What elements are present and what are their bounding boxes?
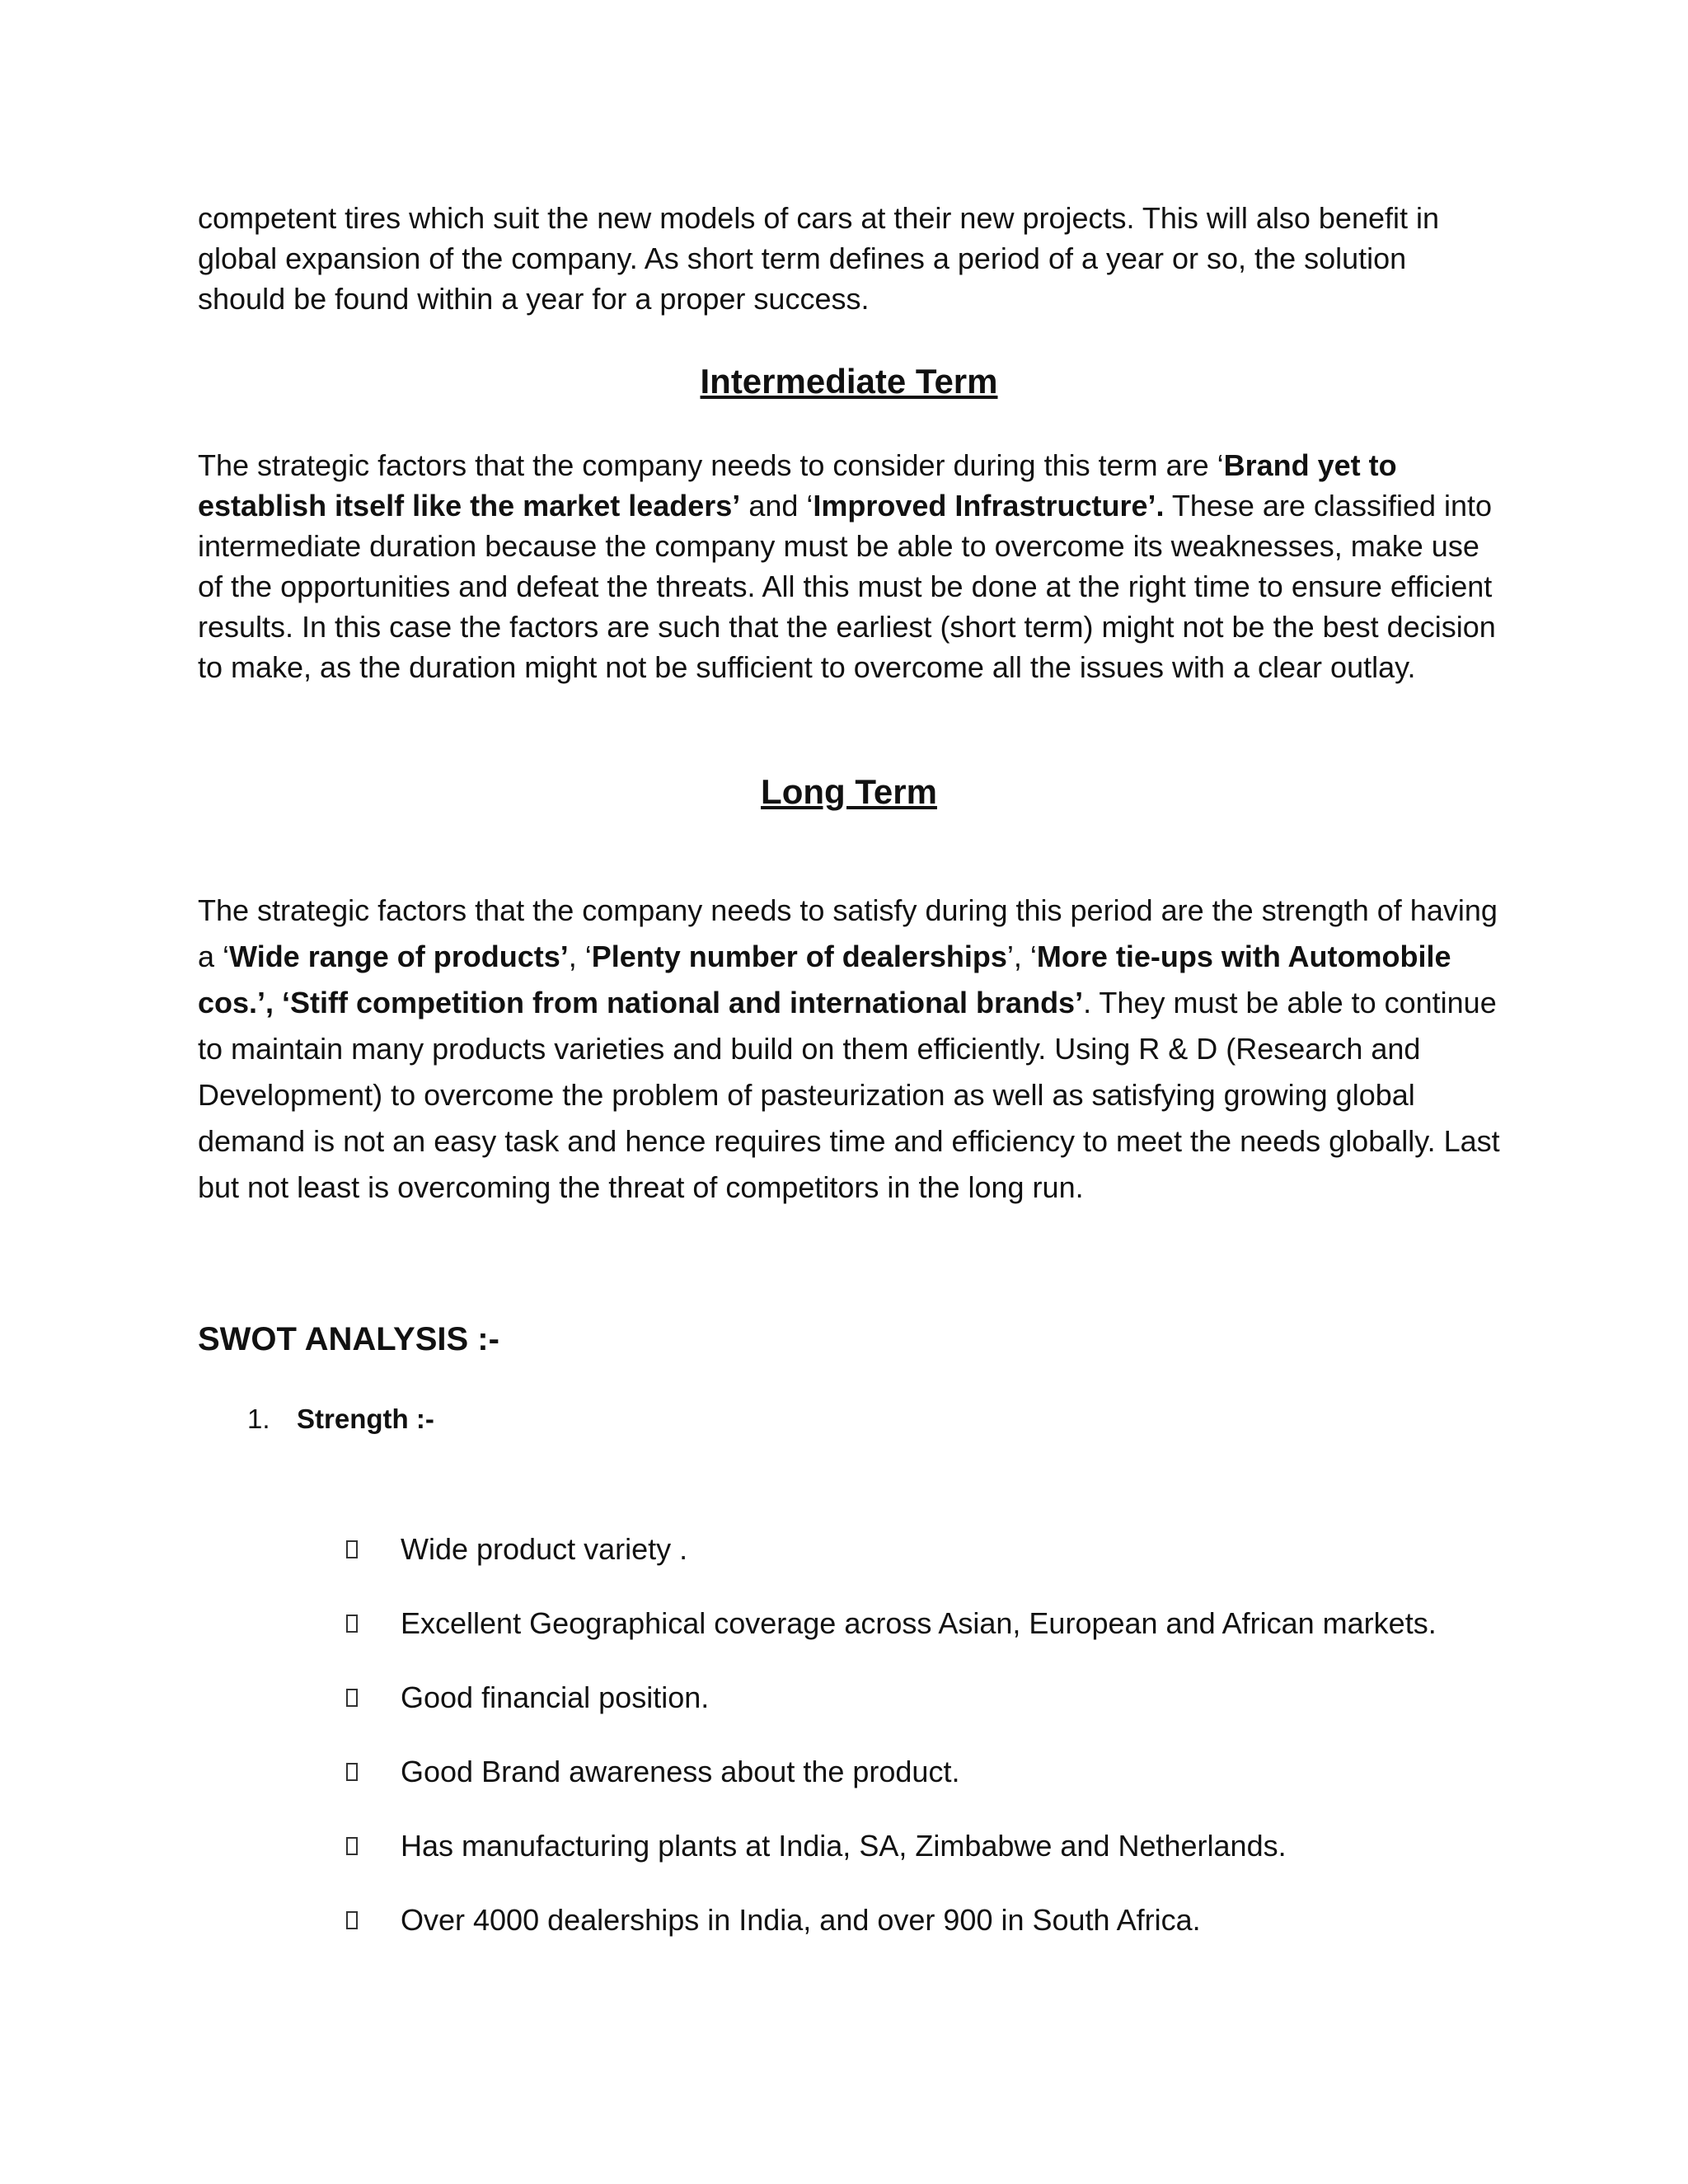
swot-analysis-title: SWOT ANALYSIS :- (198, 1321, 499, 1357)
strength-text: Good Brand awareness about the product. (401, 1755, 960, 1788)
long-bold-1: Wide range of products’ (229, 940, 569, 973)
list-item (346, 1529, 1437, 1603)
list-item (346, 1603, 1437, 1677)
missing-glyph-box-icon (346, 1911, 358, 1929)
long-text-4: . They must be able to continue to maintain many products varieties and build on them efficiently. Using R & D (Research and Development) to overcome the problem of pasteurization as well as satisfying growing global demand is not an easy task and hence requires time and efficiency to meet the needs globally. Last but not least is overcoming the threat of competitors in the long run. (198, 986, 1500, 1204)
long-term-paragraph (198, 888, 1500, 1211)
strength-text: Over 4000 dealerships in India, and over 900 in South Africa. (401, 1903, 1201, 1937)
intermediate-bold-1: Brand yet to establish itself like the market leaders’ (198, 448, 1397, 523)
missing-glyph-box-icon (346, 1689, 358, 1707)
strength-text: Has manufacturing plants at India, SA, Zimbabwe and Netherlands. (401, 1829, 1287, 1863)
missing-glyph-box-icon (346, 1540, 358, 1558)
strength-list-item (247, 1401, 434, 1437)
long-term-heading: Long Term (761, 772, 937, 811)
long-text-2: , ‘ (568, 940, 592, 973)
list-item (346, 1677, 1437, 1751)
intermediate-bold-2: Improved Infrastructure’. (813, 489, 1165, 523)
strength-text: Good financial position. (401, 1680, 710, 1714)
list-number: 1. (247, 1404, 270, 1434)
long-text-3: ’, ‘ (1006, 940, 1037, 973)
strength-label: Strength :- (297, 1404, 434, 1434)
intermediate-text-3: These are classified into intermediate duration because the company must be able to overcome its weaknesses, make use of the opportunities and defeat the threats. All this must be done at the right time to ensure efficient results. In this case the factors are such that the earliest (short term) might not be the best decision to make, as the duration might not be sufficient to overcome all the issues with a clear outlay. (198, 489, 1496, 684)
list-item (346, 1900, 1437, 1974)
intermediate-term-paragraph (198, 445, 1500, 687)
strength-text: Wide product variety . (401, 1532, 688, 1566)
strength-text: Excellent Geographical coverage across Asian, European and African markets. (401, 1606, 1437, 1640)
intermediate-term-heading: Intermediate Term (700, 362, 998, 401)
long-bold-3: More tie-ups with Automobile cos.’, ‘Stiff competition from national and international brands’ (198, 940, 1451, 1019)
long-text-1: The strategic factors that the company needs to satisfy during this period are the strength of having a ‘ (198, 893, 1498, 973)
list-item (346, 1751, 1437, 1825)
short-term-paragraph: competent tires which suit the new models of cars at their new projects. This will also benefit in global expansion of the company. As short term defines a period of a year or so, the solution should be found within a year for a proper success. (198, 201, 1440, 316)
intermediate-text-1: The strategic factors that the company needs to consider during this term are ‘ (198, 448, 1224, 482)
long-bold-2: Plenty number of dealerships (591, 940, 1007, 973)
missing-glyph-box-icon (346, 1615, 358, 1633)
missing-glyph-box-icon (346, 1837, 358, 1855)
list-item (346, 1825, 1437, 1900)
intermediate-text-2: and ‘ (740, 489, 814, 523)
missing-glyph-box-icon (346, 1763, 358, 1781)
strengths-list (346, 1529, 1437, 1974)
